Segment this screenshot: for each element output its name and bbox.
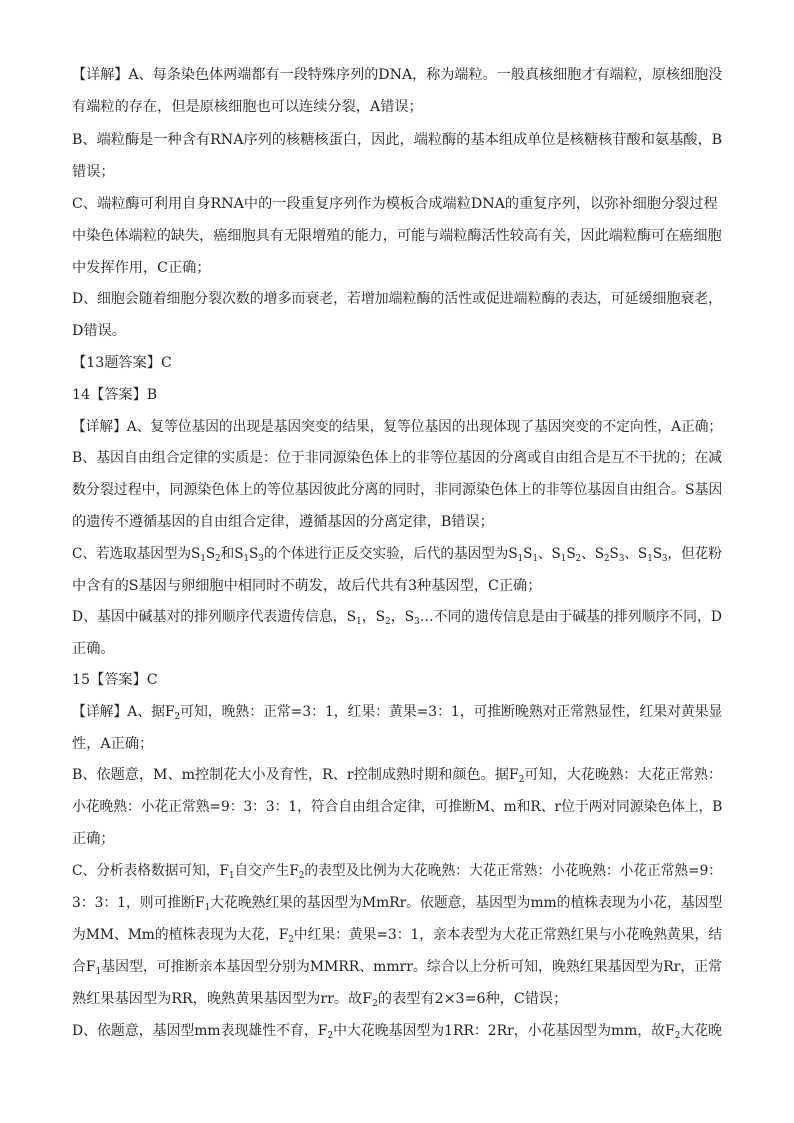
text-line: 性，A正确；: [72, 736, 154, 752]
text-line: 【详解】A、据$F_2$可知，晚熟：正常=3：1，红果：黄果=3：1，可推断晚熟对正常熟显性，红果对黄果显: [72, 704, 723, 722]
text-line: C、端粒酶可利用自身RNA中的一段重复序列作为模板合成端粒DNA的重复序列，以弥补细胞分裂过程: [72, 196, 718, 212]
answer-heading: 15【答案】C: [72, 672, 158, 688]
text-line: C、分析表格数据可知，$F_1$自交产生$F_2$的表型及比例为大花晚熟：大花正常熟：小花晚熟：小花正常熟=9：: [72, 863, 723, 881]
text-line: B、依题意，M、m控制花大小及育性，R、r控制成熟时期和颜色。据$F_2$可知，大花晚熟：大花正常熟：: [72, 767, 723, 785]
text-line: 的遗传不遵循基因的自由组合定律，遵循基因的分离定律，B错误；: [72, 514, 494, 530]
text-line: D、细胞会随着细胞分裂次数的增多而衰老，若增加端粒酶的活性或促进端粒酶的表达，可延缓细胞衰老，: [72, 291, 723, 307]
text-line: 为MM、Mm的植株表现为大花，$F_2$中红果：黄果=3：1，亲本表型为大花正常熟红果与小花晚熟黄果，结: [72, 927, 723, 945]
text-line: 3：3：1，则可推断$F_1$大花晚熟红果的基因型为MmRr。依题意，基因型为mm的植株表现为小花，基因型: [72, 895, 723, 913]
text-line: 有端粒的存在，但是原核细胞也可以连续分裂，A错误；: [72, 99, 423, 115]
text-line: 错误；: [72, 164, 115, 180]
text-line: D错误。: [72, 323, 126, 339]
text-line: 【详解】A、每条染色体两端都有一段特殊序列的DNA，称为端粒。一般真核细胞才有端粒，原核细胞没: [72, 67, 723, 83]
text-line: 中发挥作用，C正确；: [72, 260, 211, 276]
text-line: 合$F_1$基因型，可推断亲本基因型分别为MMRR、mmrr。综合以上分析可知，晚熟红果基因型为Rr，正常: [72, 959, 723, 977]
text-line: 小花晚熟：小花正常熟=9：3：3：1，符合自由组合定律，可推断M、m和R、r位于两对同源染色体上，B: [72, 799, 723, 815]
text-line: 【详解】A、复等位基因的出现是基因突变的结果，复等位基因的出现体现了基因突变的不定向性，A正确；: [72, 419, 723, 435]
text-line: 中含有的S基因与卵细胞中相同时不萌发，故后代共有3种基因型，C正确；: [72, 578, 542, 594]
text-line: 正确；: [72, 831, 115, 847]
answer-heading: 【13题答案】C: [72, 355, 172, 371]
text-line: B、端粒酶是一种含有RNA序列的核糖核蛋白，因此，端粒酶的基本组成单位是核糖核苷酸和氨基酸，B: [72, 132, 723, 148]
text-line: 中染色体端粒的缺失，癌细胞具有无限增殖的能力，可能与端粒酶活性较高有关，因此端粒酶可在癌细胞: [72, 228, 722, 244]
text-line: 数分裂过程中，同源染色体上的等位基因彼此分离的同时，非同源染色体上的非等位基因自由组合。S基因: [72, 482, 723, 498]
text-line: C、若选取基因型为$S_1S_2$和$S_1S_3$的个体进行正反交实验，后代的基因型为$S_1S_1$、$S_1S_2$、$S_2S_3$、$S_1S_3$，但花粉: [72, 546, 722, 564]
text-line: D、依题意，基因型mm表现雄性不育，$F_2$中大花晚基因型为1RR：2Rr，小花基因型为mm，故$F_2$大花晚: [72, 1023, 723, 1041]
text-line: D、基因中碱基对的排列顺序代表遗传信息，$S_1$，$S_2$，$S_3\dots$不同的遗传信息是由于碱基的排列顺序不同，D: [72, 609, 723, 627]
text-line: 正确。: [72, 641, 115, 657]
text-line: B、基因自由组合定律的实质是：位于非同源染色体上的非等位基因的分离或自由组合是互不干扰的；在减: [72, 450, 723, 466]
text-line: 熟红果基因型为RR，晚熟黄果基因型为rr。故$F_2$的表型有2×3=6种，C错误；: [72, 991, 568, 1009]
answer-heading: 14【答案】B: [72, 387, 158, 403]
